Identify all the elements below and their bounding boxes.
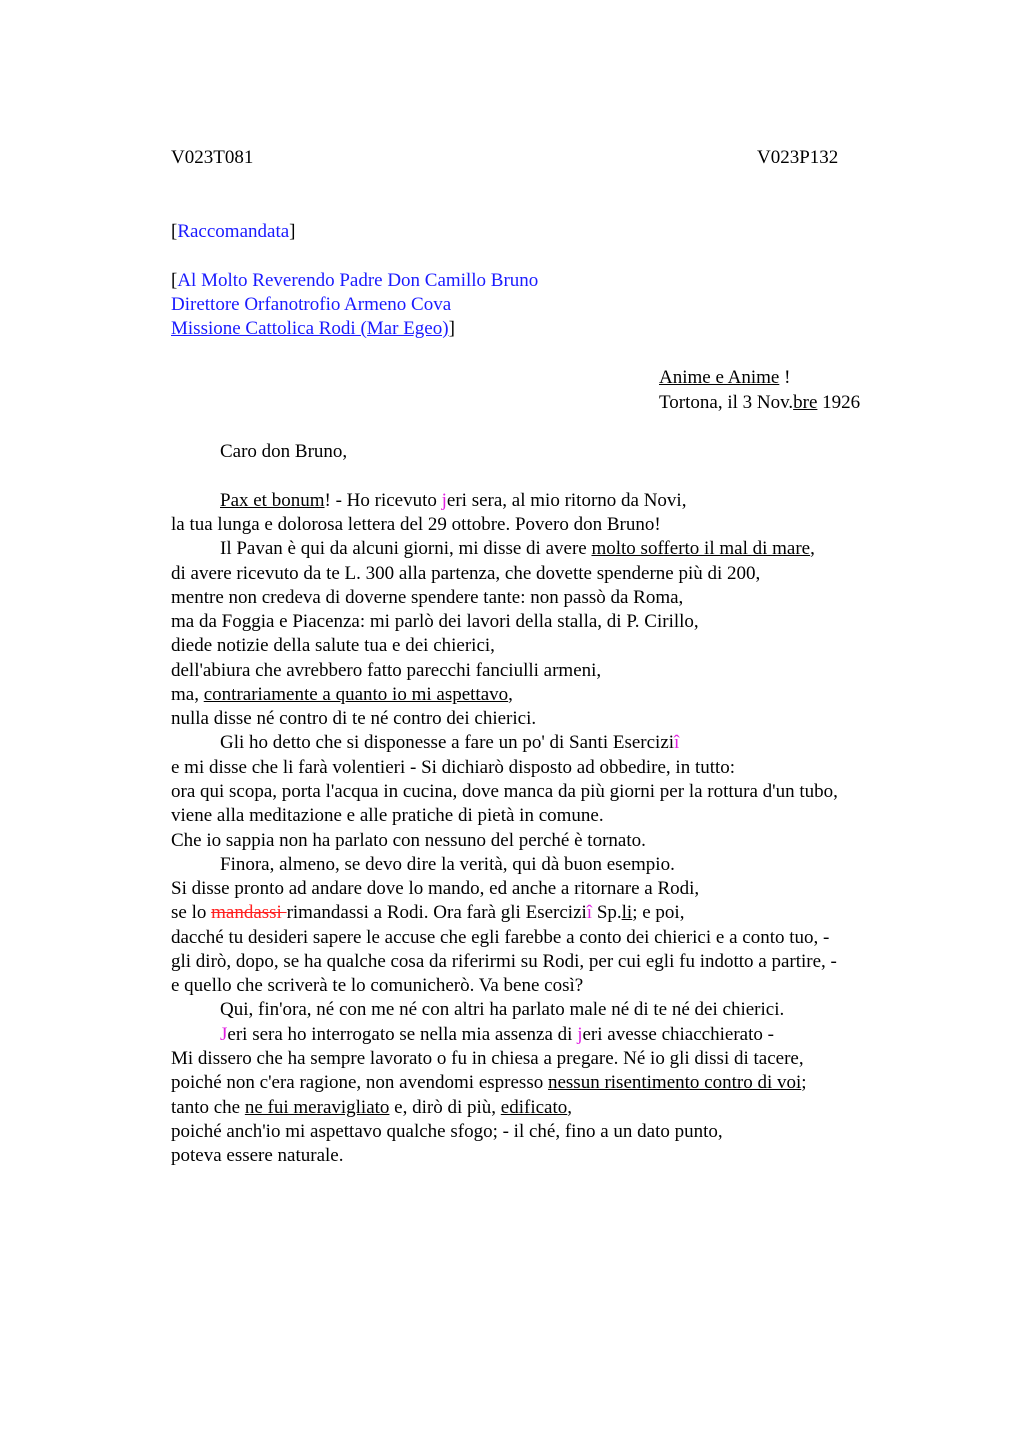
variant-letter: j	[577, 1024, 583, 1045]
text-span: Il Pavan è qui da alcuni giorni, mi disse di avere	[220, 538, 592, 559]
variant-letter: î	[674, 732, 680, 753]
body-line	[220, 1023, 774, 1047]
text-span: ! - Ho ricevuto	[324, 490, 442, 511]
variant-letter: î	[586, 902, 593, 923]
text-span: rimandassi a Rodi. Ora farà gli Esercizi	[286, 902, 587, 923]
text-span: poiché non c'era ragione, non avendomi espresso	[171, 1072, 548, 1093]
body-line: gli dirò, dopo, se ha qualche cosa da riferirmi su Rodi, per cui egli fu indotto a partire, -	[171, 951, 837, 972]
text-span: ;	[801, 1072, 807, 1093]
body-line: Mi dissero che ha sempre lavorato o fu in chiesa a pregare. Né io gli dissi di tacere,	[171, 1048, 804, 1069]
underlined-text: li	[621, 902, 633, 923]
motto-text: Anime e Anime	[659, 367, 780, 388]
body-line: poteva essere naturale.	[171, 1145, 344, 1166]
body-line: Finora, almeno, se devo dire la verità, qui dà buon esempio.	[220, 854, 675, 875]
address-location: Missione Cattolica Rodi (Mar Egeo)	[171, 318, 449, 339]
document-code-right: V023P132	[757, 147, 839, 168]
text-span: Sp.	[592, 902, 622, 923]
underlined-text: molto sofferto il mal di mare	[591, 538, 811, 559]
body-line: Qui, fin'ora, né con me né con altri ha parlato male né di te né dei chierici.	[220, 999, 785, 1020]
body-line: di avere ricevuto da te L. 300 alla partenza, che dovette spenderne più di 200,	[171, 563, 761, 584]
text-span: eri sera ho interrogato se nella mia assenza di	[227, 1024, 578, 1045]
body-line	[220, 489, 686, 513]
dateline-year: 1926	[817, 392, 861, 413]
text-span: eri avesse chiacchierato -	[582, 1024, 774, 1045]
document-code-left: V023T081	[171, 147, 254, 168]
text-span: ,	[810, 538, 815, 559]
body-line: e mi disse che li farà volentieri - Si dichiarò disposto ad obbedire, in tutto:	[171, 757, 736, 778]
body-line: poiché anch'io mi aspettavo qualche sfogo; - il ché, fino a un dato punto,	[171, 1121, 723, 1142]
text-span: ; e poi,	[632, 902, 685, 923]
registered-mail-note: [Raccomandata]	[171, 221, 296, 242]
text-span: e, dirò di più,	[389, 1097, 501, 1118]
dateline-abbrev: bre	[793, 392, 818, 413]
motto	[659, 366, 790, 390]
body-line	[220, 731, 679, 755]
body-line: Che io sappia non ha parlato con nessuno del perché è tornato.	[171, 830, 646, 851]
dateline-place: Tortona, il 3 Nov.	[659, 392, 794, 413]
address-line-2: Direttore Orfanotrofio Armeno Cova	[171, 294, 452, 315]
body-line	[171, 1096, 572, 1120]
salutation: Caro don Bruno,	[220, 441, 348, 462]
address-recipient: Al Molto Reverendo Padre Don Camillo Bruno	[177, 270, 539, 291]
body-line: viene alla meditazione e alle pratiche di pietà in comune.	[171, 805, 604, 826]
underlined-text: ne fui meravigliato	[244, 1097, 390, 1118]
underlined-text: contrariamente a quanto io mi aspettavo	[203, 684, 509, 705]
text-span: ma,	[171, 684, 204, 705]
registered-label: Raccomandata	[177, 221, 290, 242]
body-line	[171, 901, 684, 925]
body-line: ma da Foggia e Piacenza: mi parlò dei lavori della stalla, di P. Cirillo,	[171, 611, 699, 632]
body-line	[171, 1071, 807, 1095]
body-line: nulla disse né contro di te né contro dei chierici.	[171, 708, 537, 729]
underlined-text: nessun risentimento contro di voi	[547, 1072, 802, 1093]
text-span: Gli ho detto che si disponesse a fare un po' di Santi Esercizi	[220, 732, 675, 753]
text-span: ,	[508, 684, 513, 705]
dateline	[659, 391, 860, 415]
deleted-text: mandassi	[211, 902, 287, 923]
text-span: ,	[567, 1097, 572, 1118]
body-line: Si disse pronto ad andare dove lo mando, ed anche a ritornare a Rodi,	[171, 878, 700, 899]
body-line	[220, 537, 815, 561]
body-line: diede notizie della salute tua e dei chierici,	[171, 635, 495, 656]
text-span: eri sera, al mio ritorno da Novi,	[446, 490, 687, 511]
text-span: se lo	[171, 902, 212, 923]
text-span: Pax et bonum	[220, 490, 325, 511]
body-line: la tua lunga e dolorosa lettera del 29 ottobre. Povero don Bruno!	[171, 514, 661, 535]
body-line	[171, 683, 513, 707]
variant-letter: J	[220, 1024, 228, 1045]
body-line: ora qui scopa, porta l'acqua in cucina, dove manca da più giorni per la rottura d'un tubo,	[171, 781, 838, 802]
variant-letter: j	[441, 490, 447, 511]
motto-punct: !	[779, 367, 791, 388]
text-span: tanto che	[171, 1097, 245, 1118]
address-line-1: [Al Molto Reverendo Padre Don Camillo Bruno	[171, 270, 539, 291]
underlined-text: edificato	[500, 1097, 568, 1118]
body-line: dacché tu desideri sapere le accuse che egli farebbe a conto dei chierici e a conto tuo, -	[171, 927, 830, 948]
address-line-3: Missione Cattolica Rodi (Mar Egeo)]	[171, 318, 455, 339]
body-line: dell'abiura che avrebbero fatto parecchi fanciulli armeni,	[171, 660, 602, 681]
body-line: mentre non credeva di doverne spendere tante: non passò da Roma,	[171, 587, 684, 608]
body-line: e quello che scriverà te lo comunicherò. Va bene così?	[171, 975, 584, 996]
